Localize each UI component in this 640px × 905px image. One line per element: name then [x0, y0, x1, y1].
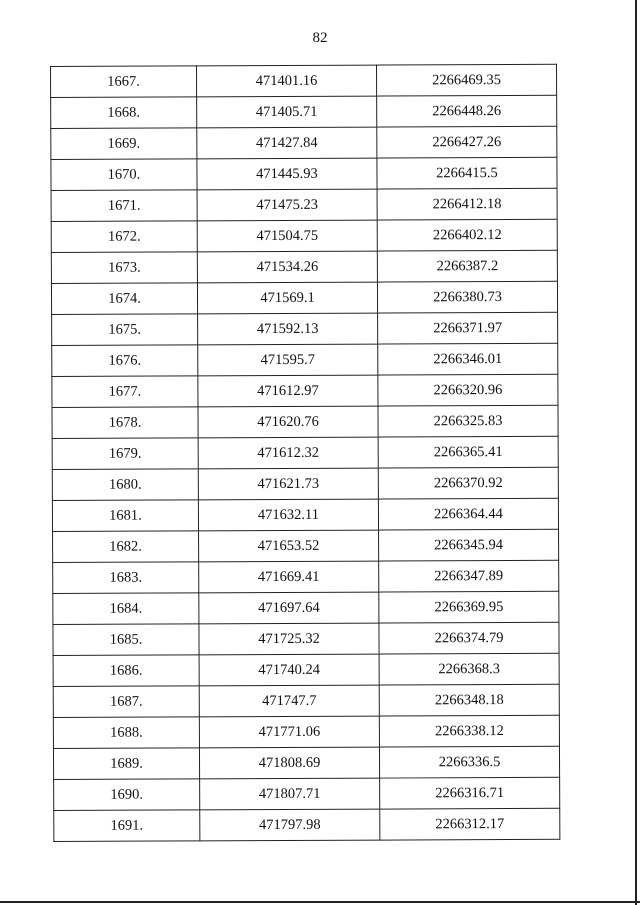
- x-coordinate-cell: 471697.64: [199, 592, 379, 624]
- x-coordinate-cell: 471445.93: [197, 158, 377, 190]
- y-coordinate-cell: 2266348.18: [379, 684, 559, 716]
- table-row: [51, 157, 557, 190]
- table-row: [53, 560, 559, 593]
- table-row: [53, 591, 559, 624]
- x-coordinate-cell: 471620.76: [198, 406, 378, 438]
- x-coordinate-cell: 471612.97: [198, 375, 378, 407]
- table-row: [51, 126, 557, 159]
- x-coordinate-cell: 471621.73: [198, 468, 378, 500]
- point-number-cell: 1677.: [52, 376, 198, 408]
- y-coordinate-cell: 2266469.35: [376, 64, 556, 96]
- x-coordinate-cell: 471595.7: [198, 344, 378, 376]
- y-coordinate-cell: 2266346.01: [378, 343, 558, 375]
- point-number-cell: 1691.: [54, 810, 200, 842]
- x-coordinate-cell: 471797.98: [200, 809, 380, 841]
- table-row: [52, 498, 558, 531]
- y-coordinate-cell: 2266374.79: [379, 622, 559, 654]
- table-row: [54, 808, 560, 841]
- coordinates-table-body: [51, 64, 560, 841]
- table-row: [54, 777, 560, 810]
- point-number-cell: 1690.: [54, 779, 200, 811]
- table-row: [53, 715, 559, 748]
- y-coordinate-cell: 2266402.12: [377, 219, 557, 251]
- point-number-cell: 1679.: [52, 438, 198, 470]
- page-number: 82: [312, 30, 328, 46]
- point-number-cell: 1667.: [51, 66, 197, 98]
- point-number-cell: 1668.: [51, 97, 197, 129]
- y-coordinate-cell: 2266427.26: [377, 126, 557, 158]
- x-coordinate-cell: 471504.75: [197, 220, 377, 252]
- point-number-cell: 1678.: [52, 407, 198, 439]
- table-row: [53, 684, 559, 717]
- table-row: [53, 653, 559, 686]
- point-number-cell: 1676.: [52, 345, 198, 377]
- y-coordinate-cell: 2266448.26: [377, 95, 557, 127]
- page-edge-bottom: [0, 901, 640, 903]
- table-row: [51, 95, 557, 128]
- point-number-cell: 1669.: [51, 128, 197, 160]
- x-coordinate-cell: 471669.41: [199, 561, 379, 593]
- table-row: [52, 374, 558, 407]
- point-number-cell: 1680.: [52, 469, 198, 501]
- table-row: [52, 405, 558, 438]
- y-coordinate-cell: 2266364.44: [378, 498, 558, 530]
- point-number-cell: 1673.: [51, 252, 197, 284]
- point-number-cell: 1689.: [53, 748, 199, 780]
- x-coordinate-cell: 471740.24: [199, 654, 379, 686]
- x-coordinate-cell: 471632.11: [198, 499, 378, 531]
- x-coordinate-cell: 471405.71: [197, 96, 377, 128]
- table-row: [51, 250, 557, 283]
- y-coordinate-cell: 2266325.83: [378, 405, 558, 437]
- x-coordinate-cell: 471569.1: [197, 282, 377, 314]
- x-coordinate-cell: 471747.7: [199, 685, 379, 717]
- x-coordinate-cell: 471475.23: [197, 189, 377, 221]
- y-coordinate-cell: 2266380.73: [377, 281, 557, 313]
- x-coordinate-cell: 471592.13: [198, 313, 378, 345]
- x-coordinate-cell: 471427.84: [197, 127, 377, 159]
- y-coordinate-cell: 2266365.41: [378, 436, 558, 468]
- y-coordinate-cell: 2266371.97: [378, 312, 558, 344]
- point-number-cell: 1686.: [53, 655, 199, 687]
- y-coordinate-cell: 2266347.89: [379, 560, 559, 592]
- y-coordinate-cell: 2266336.5: [379, 746, 559, 778]
- table-row: [52, 467, 558, 500]
- y-coordinate-cell: 2266320.96: [378, 374, 558, 406]
- x-coordinate-cell: 471534.26: [197, 251, 377, 283]
- y-coordinate-cell: 2266345.94: [379, 529, 559, 561]
- point-number-cell: 1688.: [53, 717, 199, 749]
- point-number-cell: 1671.: [51, 190, 197, 222]
- point-number-cell: 1683.: [53, 562, 199, 594]
- table-row: [53, 622, 559, 655]
- table-row: [52, 343, 558, 376]
- x-coordinate-cell: 471653.52: [199, 530, 379, 562]
- table-row: [51, 219, 557, 252]
- table-row: [51, 64, 557, 97]
- table-row: [53, 746, 559, 779]
- x-coordinate-cell: 471808.69: [199, 747, 379, 779]
- x-coordinate-cell: 471771.06: [199, 716, 379, 748]
- x-coordinate-cell: 471725.32: [199, 623, 379, 655]
- point-number-cell: 1685.: [53, 624, 199, 656]
- table-row: [52, 436, 558, 469]
- point-number-cell: 1674.: [51, 283, 197, 315]
- y-coordinate-cell: 2266412.18: [377, 188, 557, 220]
- point-number-cell: 1675.: [52, 314, 198, 346]
- y-coordinate-cell: 2266387.2: [377, 250, 557, 282]
- point-number-cell: 1672.: [51, 221, 197, 253]
- table-row: [51, 188, 557, 221]
- coordinates-table: [50, 64, 560, 842]
- table-row: [53, 529, 559, 562]
- point-number-cell: 1681.: [52, 500, 198, 532]
- y-coordinate-cell: 2266370.92: [378, 467, 558, 499]
- x-coordinate-cell: 471807.71: [200, 778, 380, 810]
- point-number-cell: 1670.: [51, 159, 197, 191]
- table-row: [51, 281, 557, 314]
- point-number-cell: 1684.: [53, 593, 199, 625]
- point-number-cell: 1682.: [53, 531, 199, 563]
- x-coordinate-cell: 471612.32: [198, 437, 378, 469]
- page-edge-right: [635, 0, 637, 905]
- y-coordinate-cell: 2266338.12: [379, 715, 559, 747]
- y-coordinate-cell: 2266312.17: [380, 808, 560, 840]
- y-coordinate-cell: 2266368.3: [379, 653, 559, 685]
- point-number-cell: 1687.: [53, 686, 199, 718]
- x-coordinate-cell: 471401.16: [197, 65, 377, 97]
- table-row: [52, 312, 558, 345]
- y-coordinate-cell: 2266316.71: [380, 777, 560, 809]
- y-coordinate-cell: 2266415.5: [377, 157, 557, 189]
- y-coordinate-cell: 2266369.95: [379, 591, 559, 623]
